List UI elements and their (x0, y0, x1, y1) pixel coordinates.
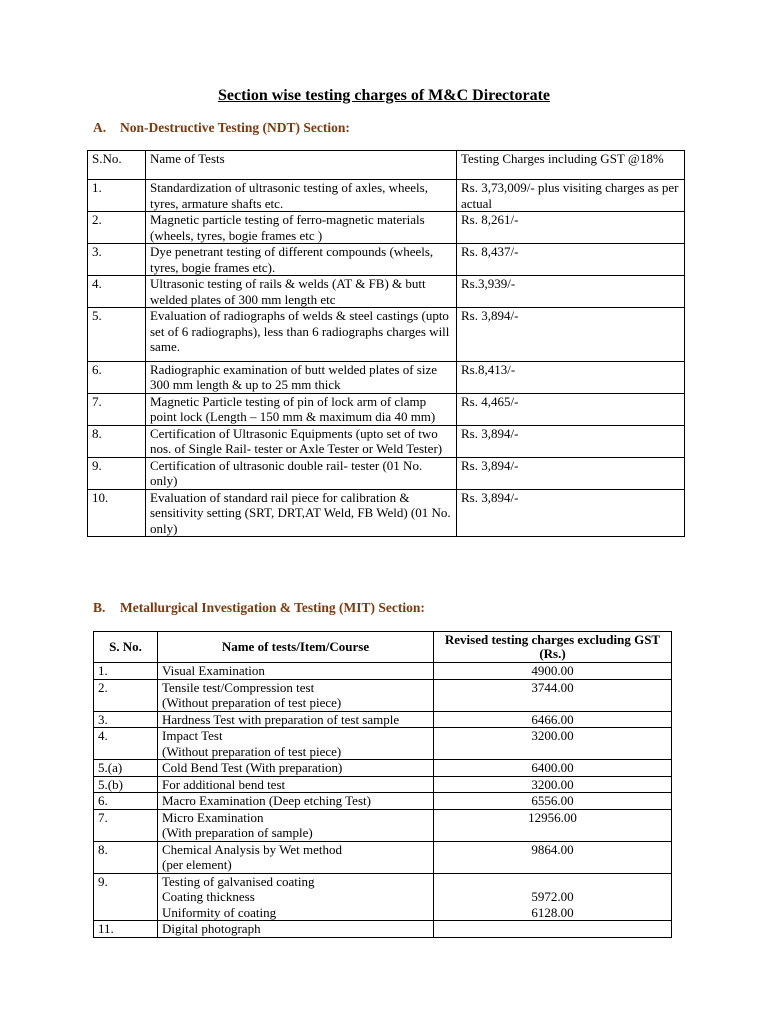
cell-sno: 5. (88, 308, 146, 362)
table-row (94, 776, 672, 793)
cell-sno: 8. (94, 841, 158, 873)
cell-charge-line: 3744.00 (531, 679, 574, 695)
cell-sno: 7. (88, 393, 146, 425)
table-row (94, 841, 672, 873)
table-row (88, 489, 685, 537)
cell-sno: 10. (88, 489, 146, 537)
table-row (88, 212, 685, 244)
cell-charge-line (438, 921, 667, 937)
cell-name-line: Micro Examination (162, 809, 264, 825)
cell-sno: 5.(b) (94, 776, 158, 793)
cell-sno: 2. (94, 679, 158, 711)
cell-name (158, 776, 434, 793)
column-header-charges: Testing Charges including GST @18% (457, 151, 685, 180)
cell-charge (434, 841, 672, 873)
cell-name: Magnetic Particle testing of pin of lock arm of clamp point lock (Length – 150 mm & maximum dia 40 mm) (146, 393, 457, 425)
cell-name: Magnetic particle testing of ferro-magnetic materials (wheels, tyres, bogie frames etc ) (146, 212, 457, 244)
cell-charge-line: 12956.00 (528, 809, 577, 825)
cell-sno: 1. (88, 180, 146, 212)
cell-name-line: Tensile test/Compression test (162, 679, 315, 695)
table-header-row (88, 151, 685, 180)
mit-charges-table (93, 631, 672, 938)
cell-charge-line: 9864.00 (531, 841, 574, 857)
table-row (94, 711, 672, 728)
cell-sno: 4. (88, 276, 146, 308)
cell-name-line: (With preparation of sample) (162, 825, 313, 840)
table-row (94, 921, 672, 938)
section-heading-text: Non-Destructive Testing (NDT) Section: (120, 120, 350, 135)
cell-name: Dye penetrant testing of different compounds (wheels, tyres, bogie frames etc). (146, 244, 457, 276)
cell-charge (434, 873, 672, 921)
cell-charge-line: 6400.00 (531, 760, 574, 775)
cell-charge: Rs. 3,894/- (457, 308, 685, 362)
cell-name-line: Cold Bend Test (With preparation) (162, 760, 343, 775)
cell-charge: Rs.3,939/- (457, 276, 685, 308)
cell-sno: 9. (94, 873, 158, 921)
cell-name-line: Macro Examination (Deep etching Test) (162, 793, 371, 808)
table-row (88, 425, 685, 457)
cell-charge (434, 663, 672, 680)
ndt-charges-table (87, 150, 685, 537)
cell-name-line: Visual Examination (162, 663, 265, 678)
cell-charge: Rs. 3,73,009/- plus visiting charges as per actual (457, 180, 685, 212)
cell-name-line: Coating thickness (162, 889, 255, 904)
cell-charge-line: 3200.00 (531, 776, 574, 792)
cell-sno: 3. (94, 711, 158, 728)
cell-charge-line: 3200.00 (531, 728, 574, 743)
table-row (94, 809, 672, 841)
cell-charge: Rs. 8,261/- (457, 212, 685, 244)
table-row (88, 361, 685, 393)
table-row (94, 679, 672, 711)
cell-name: Evaluation of standard rail piece for calibration & sensitivity setting (SRT, DRT,AT Weld, FB Weld) (01 No. only) (146, 489, 457, 537)
cell-sno: 5.(a) (94, 760, 158, 777)
column-header-name: Name of tests/Item/Course (158, 632, 434, 663)
cell-name (158, 841, 434, 873)
cell-charge-line: 5972.00 (531, 889, 574, 904)
column-header-charges: Revised testing charges excluding GST (Rs.) (434, 632, 672, 663)
cell-name-line: (per element) (162, 857, 232, 872)
table-row (88, 244, 685, 276)
cell-name-line: Testing of galvanised coating (162, 873, 315, 889)
cell-name-line: (Without preparation of test piece) (162, 695, 342, 710)
cell-charge-line (438, 874, 667, 890)
cell-name (158, 921, 434, 938)
column-header-sno: S.No. (88, 151, 146, 180)
cell-sno: 8. (88, 425, 146, 457)
cell-name (158, 728, 434, 760)
cell-sno: 1. (94, 663, 158, 680)
cell-charge (434, 728, 672, 760)
cell-sno: 6. (94, 793, 158, 810)
table-row (88, 393, 685, 425)
section-letter: A. (93, 120, 107, 135)
cell-charge-line: 6556.00 (531, 793, 574, 808)
cell-charge: Rs.8,413/- (457, 361, 685, 393)
cell-charge (434, 809, 672, 841)
cell-name-line: Chemical Analysis by Wet method (162, 841, 342, 857)
cell-charge: Rs. 4,465/- (457, 393, 685, 425)
table-row (94, 663, 672, 680)
cell-name-line: Digital photograph (162, 921, 261, 936)
column-header-name: Name of Tests (146, 151, 457, 180)
cell-name: Certification of ultrasonic double rail- tester (01 No. only) (146, 457, 457, 489)
cell-name-line: For additional bend test (162, 776, 286, 792)
cell-charge-line: 4900.00 (531, 663, 574, 678)
table-row (94, 728, 672, 760)
cell-charge: Rs. 3,894/- (457, 489, 685, 537)
ndt-section-heading (93, 120, 350, 136)
cell-sno: 2. (88, 212, 146, 244)
cell-charge (434, 776, 672, 793)
table-row (94, 760, 672, 777)
cell-name (158, 679, 434, 711)
cell-name: Certification of Ultrasonic Equipments (upto set of two nos. of Single Rail- tester or Axle Tester or Weld Tester) (146, 425, 457, 457)
section-letter: B. (93, 600, 106, 615)
cell-name-line: Impact Test (162, 728, 223, 743)
cell-name-line: Hardness Test with preparation of test sample (162, 711, 400, 727)
page-title: Section wise testing charges of M&C Directorate (217, 87, 551, 104)
mit-section-heading (93, 600, 425, 616)
cell-sno: 11. (94, 921, 158, 938)
cell-name (158, 873, 434, 921)
cell-sno: 9. (88, 457, 146, 489)
cell-name: Radiographic examination of butt welded plates of size 300 mm length & up to 25 mm thick (146, 361, 457, 393)
cell-name: Evaluation of radiographs of welds & steel castings (upto set of 6 radiographs), less than 6 radiographs charges will same. (146, 308, 457, 362)
cell-sno: 7. (94, 809, 158, 841)
cell-charge: Rs. 3,894/- (457, 425, 685, 457)
cell-name (158, 760, 434, 777)
cell-charge (434, 793, 672, 810)
cell-charge (434, 711, 672, 728)
cell-name: Ultrasonic testing of rails & welds (AT & FB) & butt welded plates of 300 mm length etc (146, 276, 457, 308)
cell-name (158, 711, 434, 728)
cell-name-line: (Without preparation of test piece) (162, 743, 342, 759)
cell-sno: 3. (88, 244, 146, 276)
column-header-sno: S. No. (94, 632, 158, 663)
cell-charge: Rs. 8,437/- (457, 244, 685, 276)
cell-charge (434, 921, 672, 938)
cell-charge: Rs. 3,894/- (457, 457, 685, 489)
section-heading-text: Metallurgical Investigation & Testing (MIT) Section: (120, 600, 425, 615)
cell-name (158, 663, 434, 680)
table-row (88, 308, 685, 362)
cell-name-line: Uniformity of coating (162, 904, 277, 920)
cell-sno: 6. (88, 361, 146, 393)
table-row (88, 180, 685, 212)
table-row (88, 276, 685, 308)
cell-charge (434, 679, 672, 711)
table-row (94, 873, 672, 921)
table-row (88, 457, 685, 489)
cell-name: Standardization of ultrasonic testing of axles, wheels, tyres, armature shafts etc. (146, 180, 457, 212)
cell-charge (434, 760, 672, 777)
cell-name (158, 793, 434, 810)
cell-charge-line: 6466.00 (531, 711, 574, 727)
table-row (94, 793, 672, 810)
cell-charge-line: 6128.00 (531, 904, 574, 920)
table-header-row (94, 632, 672, 663)
cell-sno: 4. (94, 728, 158, 760)
cell-name (158, 809, 434, 841)
